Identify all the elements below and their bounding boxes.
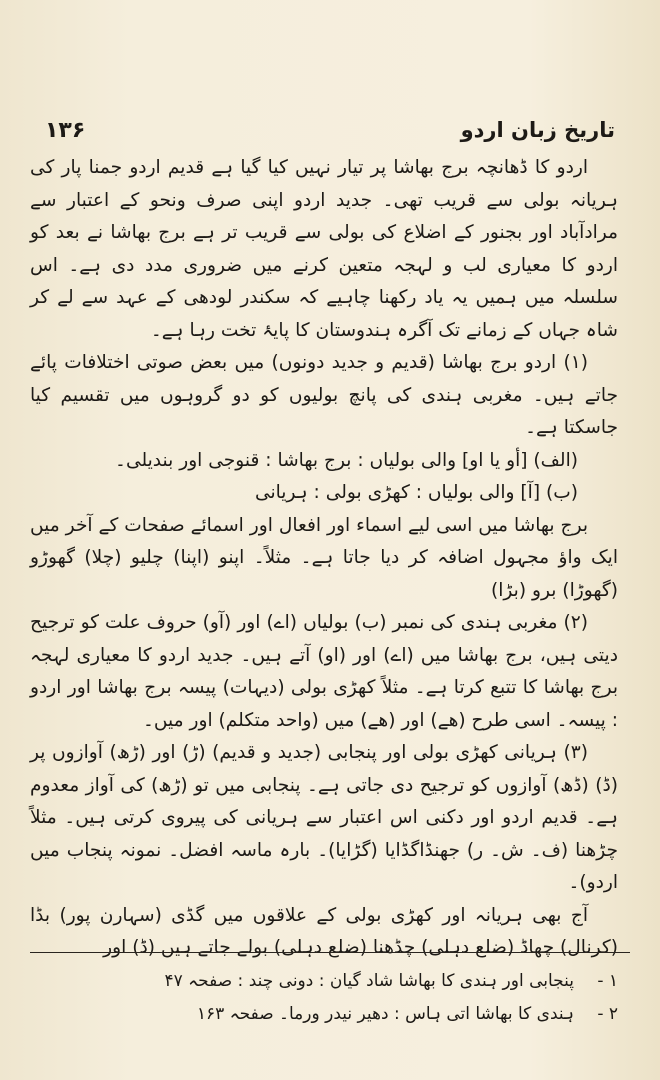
list-item-bay: (ب) [آ] والی بولیاں : کھڑی بولی : ہریانی: [254, 482, 578, 503]
page-body: [30, 152, 618, 965]
footnote-text: پنجابی اور ہندی کا بھاشا شاد گیان : دونی چند : صفحہ ۴۷: [164, 971, 574, 991]
footnote-1: [60, 965, 618, 998]
paragraph-2: (۱) اردو برج بھاشا (قدیم و جدید دونوں) میں بعض صوتی اختلافات پائے جاتے ہیں۔ مغربی ہندی کی پانچ بولیوں کو دو گروہوں میں تقسیم کیا جاسکتا ہے۔: [30, 352, 618, 438]
running-title: تاریخ زبان اردو: [460, 118, 615, 142]
paragraph-4: (۲) مغربی ہندی کی نمبر (ب) بولیاں (اے) اور (آو) حروف علت کو ترجیح دیتی ہیں، برج بھاشا میں (اے) اور (او) آتے ہیں۔ جدید اردو کا معیاری لہجہ برج بھاشا کا تتبع کرتا ہے۔ مثلاً کھڑی بولی (دیہات) پیسہ برج بھاشا اور اردو : پیسہ۔ اسی طرح (ھے) اور (ھے) میں (واحد متکلم) اور میں۔: [30, 612, 618, 731]
list-item-alif: (الف) [أو یا او] والی بولیاں : برج بھاشا : قنوجی اور بندیلی۔: [115, 449, 578, 471]
footnote-2: [60, 998, 618, 1031]
footnote-number: ۲ -: [597, 1004, 618, 1024]
paragraph-5: (۳) ہریانی کھڑی بولی اور پنجابی (جدید و قدیم) (ڑ) اور (ڑھ) آوازوں پر (ڈ) (ڈھ) آوازوں کو ترجیح دی جاتی ہے۔ پنجابی میں تو (ڑھ) کی آواز معدوم ہے۔ قدیم اردو اور دکنی اس اعتبار سے ہریانی کی پیروی کرتی ہیں۔ مثلاً چڑھنا (ف۔ ش۔ ر) جھنڈاگڈایا (گڑایا)۔ بارہ ماسہ افضل۔ نمونہ پنجاب میں اردو)۔: [30, 742, 618, 893]
paragraph-3: برج بھاشا میں اسی لیے اسماء اور افعال اور اسمائے صفحات کے آخر میں ایک واؤ مجہول اضافہ کر دیا جاتا ہے۔ مثلاً۔ اپنو (اپنا) چلیو (چلا) گھوڑو (گھوڑا) برو (بڑا): [30, 514, 618, 601]
page-number: ۱۳۶: [45, 117, 86, 143]
footnote-number: ۱ -: [597, 971, 618, 991]
paragraph-1: اردو کا ڈھانچہ برج بھاشا پر تیار نہیں کیا گیا ہے قدیم اردو جمنا پار کی ہریانہ بولی سے قریب تھی۔ جدید اردو اپنی صرف ونحو کے اعتبار سے مرادآباد اور بجنور کے اضلاع کی بولی سے قریب تر ہے برج بھاشا نے بعد کو اردو کا معیاری لب و لہجہ متعین کرنے میں ضروری مدد دی ہے۔ اس سلسلہ میں ہمیں یہ یاد رکھنا چاہیے کہ سکندر لودھی کے عہد سے لے کر شاہ جہاں کے زمانے تک آگرہ ہندوستان کا پایۂ تخت رہا ہے۔: [30, 157, 618, 341]
page-header: [45, 112, 615, 148]
paragraph-6: آج بھی ہریانہ اور کھڑی بولی کے علاقوں میں گڈی (سہارن پور) بڈا (کرنال) چھاڈ (ضلع دہلی) چڈھنا (ضلع دہلی) بولے جاتے ہیں (ڈ) اور: [30, 904, 618, 958]
footnote-divider: [30, 952, 630, 953]
footnotes: [60, 965, 618, 1031]
footnote-text: ہندی کا بھاشا اتی ہاس : دھیر نیدر ورما۔ صفحہ ۱۶۳: [196, 1004, 574, 1024]
